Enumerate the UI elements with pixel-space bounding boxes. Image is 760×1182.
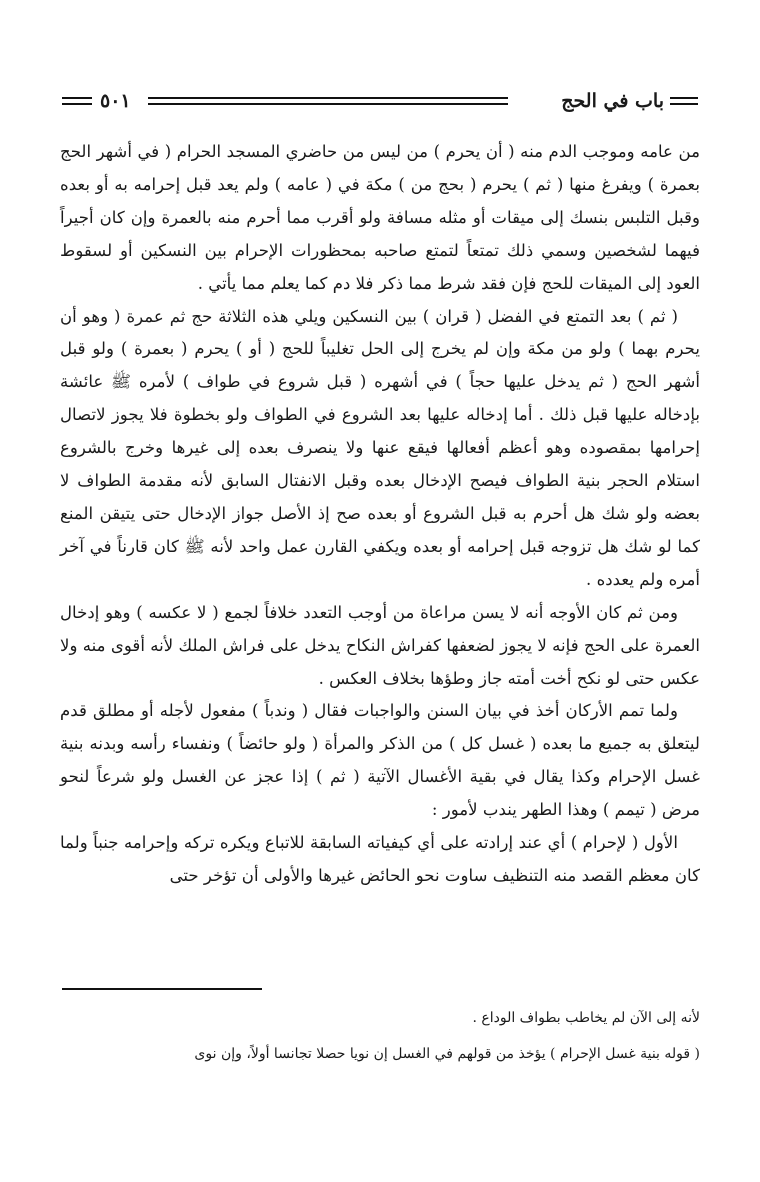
footnotes: [60, 1000, 700, 1072]
main-text: [60, 136, 700, 893]
footnote: ( قوله بنية غسل الإحرام ) يؤخذ من قولهم في الغسل إن نويا حصلا تجانسا أولاً، وإن نوى: [194, 1046, 700, 1062]
paragraph: ( ثم ) بعد التمتع في الفضل ( قران ) بين النسكين ويلي هذه الثلاثة حج ثم عمرة ( وهو أن يحرم بهما ) ولو من مكة وإن لم يخرج إلى الحل تغليباً للحج ( أو ) يحرم ( بعمرة ) ولو قبل أشهر الحج ( ثم يدخل عليها حجاً ) في أشهره ( قبل شروع في طواف ) لأمره ﷺ عائشة بإدخاله عليها قبل ذلك . أما إدخاله عليها بعد الشروع في الطواف ولو بخطوة فلا يجوز لاتصال إحرامها بمقصوده وهو أعظم أفعالها فيقع عنها ولا ينصرف بعده إلى غيرها وخرج بالشروع استلام الحجر بنية الطواف فيصح الإدخال بعده وقبل الانفتال السابق لأنه مقدمة الطواف لا بعضه ولو شك هل أحرم به قبل الشروع أو بعده صح إذ الأصل جواز الإدخال حتى يتيقن المنع كما لو شك هل تزوجه قبل إحرامه أو بعده ويكفي القارن عمل واحد لأنه ﷺ كان قارناً في آخر أمره ولم يعدده .: [60, 306, 700, 589]
header-rule-right-bottom: [670, 103, 698, 105]
footnote-separator: [62, 988, 262, 990]
paragraph: من عامه وموجب الدم منه ( أن يحرم ) من ليس من حاضري المسجد الحرام ( في أشهر الحج بعمرة ) ويفرغ منها ( ثم ) يحرم ( بحج من ) مكة في ( عامه ) ولم يعد قبل إحرامه به أو بعده وقبل التلبس بنسك إلى ميقات أو مثله مسافة ولو أقرب مما أحرم منه بالعمرة وإن كان أجيراً فيهما لشخصين وسمي ذلك تمتعاً لتمتع صاحبه بمحظورات الإحرام بين النسكين أو لسقوط العود إلى الميقات للحج فإن فقد شرط مما ذكر فلا دم كما يعلم مما يأتي .: [60, 142, 700, 293]
paragraph: ومن ثم كان الأوجه أنه لا يسن مراعاة من أوجب التعدد خلافاً لجمع ( لا عكسه ) وهو إدخال العمرة على الحج فإنه لا يجوز لضعفها كفراش النكاح يدخل على فراش الملك لأنه أقوى منه ولا عكس حتى لو نكح أخت أمته جاز وطؤها بخلاف العكس .: [60, 602, 700, 688]
footnote: لأنه إلى الآن لم يخاطب بطواف الوداع .: [472, 1010, 700, 1026]
header-rule-right-top: [670, 97, 698, 99]
paragraph: الأول ( لإحرام ) أي عند إرادته على أي كيفياته السابقة للاتباع ويكره تركه وإحرامه جنباً ولما كان معظم القصد منه التنظيف ساوت نحو الحائض غيرها والأولى أن تؤخر حتى: [60, 833, 700, 885]
header-rule-left-bottom: [62, 103, 92, 105]
running-header: [62, 88, 698, 118]
header-rule-left-top: [62, 97, 92, 99]
header-rule-center-top: [148, 97, 508, 99]
chapter-title: باب في الحج: [561, 90, 664, 112]
page-number: ٥٠١: [100, 90, 131, 112]
header-rule-center-bottom: [148, 103, 508, 105]
paragraph: ولما تمم الأركان أخذ في بيان السنن والواجبات فقال ( وندباً ) مفعول لأجله أو مطلق قدم ليتعلق به جميع ما بعده ( غسل كل ) من الذكر والمرأة ( ولو حائضاً ) ونفساء رأسه وبدنه بنية غسل الإحرام وكذا يقال في بقية الأغسال الآتية ( ثم ) إذا عجز عن الغسل ولو شرعاً لنحو مرض ( تيمم ) وهذا الطهر يندب لأمور :: [60, 701, 700, 820]
